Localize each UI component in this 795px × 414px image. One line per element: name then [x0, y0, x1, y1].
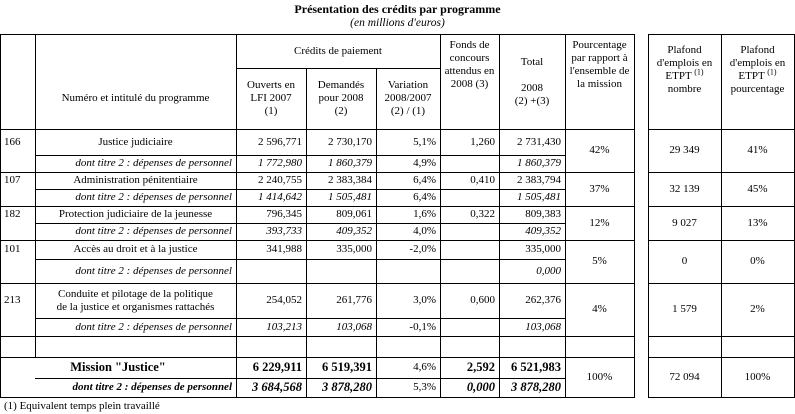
program-name: Protection judiciaire de la jeunesse: [58, 208, 213, 220]
value-variation: 5,1%: [413, 135, 436, 148]
value-demandes: 335,000: [336, 243, 372, 255]
value-plafond-nombre: 9 027: [672, 216, 697, 229]
sub-variation: -0,1%: [409, 320, 436, 333]
header-fonds: Fonds de concours attendus en 2008 (3): [444, 39, 495, 90]
mission-ouverts: 6 229,911: [252, 360, 302, 374]
sub-demandes: 1 860,379: [328, 157, 372, 169]
value-variation: 1,6%: [413, 208, 436, 220]
sub-demandes: 103,068: [336, 320, 372, 333]
spacer-row: [0, 336, 236, 357]
value-pourcentage: 12%: [589, 216, 610, 229]
value-fonds: 0,322: [470, 208, 495, 220]
value-fonds: 1,260: [470, 135, 495, 148]
value-plafond-nombre: 0: [681, 255, 688, 267]
sub-variation: 6,4%: [413, 191, 436, 203]
sub-ouverts: 393,733: [266, 225, 302, 237]
value-ouverts: 341,988: [266, 243, 302, 255]
value-plafond-nombre: 32 139: [669, 182, 700, 195]
mission-sub-label: dont titre 2 : dépenses de personnel: [72, 381, 232, 393]
sub-fonds: [440, 259, 499, 283]
sub-variation: [376, 259, 440, 283]
value-plafond-nombre: 29 349: [669, 144, 700, 156]
mission-sub-fonds: 0,000: [466, 380, 495, 394]
value-fonds: 0,410: [470, 174, 495, 186]
program-number: 213: [4, 294, 21, 306]
table-title: Présentation des crédits par programme: [294, 2, 501, 16]
sub-label: dont titre 2 : dépenses de personnel: [75, 264, 232, 277]
mission-label: Mission "Justice": [70, 360, 166, 374]
value-plafond-pct: 45%: [747, 182, 768, 195]
value-plafond-nombre: 1 579: [672, 303, 697, 315]
sub-fonds: [440, 223, 499, 240]
program-name: Justice judiciaire: [98, 135, 173, 148]
value-total: 2 383,794: [517, 174, 561, 186]
sub-ouverts: 103,213: [266, 320, 302, 333]
value-ouverts: 254,052: [266, 294, 302, 306]
table-subtitle: (en millions d'euros): [350, 17, 445, 29]
value-demandes: 809,061: [336, 208, 372, 220]
value-plafond-pct: 13%: [747, 216, 768, 229]
header-plafond-nombre: Plafond d'emplois en ETPT $^{(1)}$ nombre: [656, 44, 713, 95]
header-credits: Crédits de paiement: [294, 44, 382, 57]
value-variation: 6,4%: [413, 174, 436, 186]
header-ouverts: Ouverts en LFI 2007 (1): [247, 79, 295, 117]
sub-total: 0,000: [536, 264, 561, 277]
sub-fonds: [440, 155, 499, 172]
sub-label: dont titre 2 : dépenses de personnel: [75, 191, 232, 203]
mission-sub-variation: 5,3%: [413, 381, 436, 393]
mission-demandes: 6 519,391: [322, 360, 372, 374]
header-demandes: Demandés pour 2008 (2): [317, 79, 365, 117]
header-plafond-pct: Plafond d'emplois en ETPT $^{(1)}$ pourcentage: [729, 44, 786, 95]
sub-ouverts: 1 772,980: [258, 157, 302, 169]
value-ouverts: 2 596,771: [258, 135, 302, 148]
value-plafond-pct: 41%: [747, 144, 768, 156]
program-number: 101: [4, 243, 21, 255]
sub-fonds: [440, 189, 499, 206]
sub-total: 409,352: [525, 225, 561, 237]
program-name: Accès au droit et à la justice: [73, 243, 198, 255]
grid-line: [634, 34, 635, 398]
footnote: (1) Equivalent temps plein travaillé: [4, 399, 160, 412]
mission-plafond-pct: 100%: [744, 370, 771, 383]
value-variation: -2,0%: [409, 243, 436, 255]
program-name: Administration pénitentiaire: [73, 174, 198, 186]
header-program: Numéro et intitulé du programme: [61, 92, 210, 104]
sub-demandes: 1 505,481: [328, 191, 372, 203]
mission-total: 6 521,983: [511, 360, 561, 374]
sub-total: 1 860,379: [517, 157, 561, 169]
value-ouverts: 796,345: [266, 208, 302, 220]
mission-pourcentage: 100%: [586, 370, 613, 383]
mission-sub-demandes: 3 878,280: [322, 380, 372, 394]
header-variation: Variation 2008/2007 (2) / (1): [384, 79, 432, 117]
value-total: 262,376: [525, 294, 561, 306]
sub-total: 103,068: [525, 320, 561, 333]
value-demandes: 2 730,170: [328, 135, 372, 148]
header-pourcentage: Pourcentage par rapport à l'ensemble de la mission: [569, 39, 630, 90]
value-plafond-pct: 2%: [750, 303, 765, 315]
sub-fonds: [440, 318, 499, 336]
value-total: 335,000: [525, 243, 561, 255]
sub-variation: 4,0%: [413, 225, 436, 237]
value-pourcentage: 42%: [589, 144, 610, 156]
value-demandes: 261,776: [336, 294, 372, 306]
mission-fonds: 2,592: [466, 360, 495, 374]
program-number: 166: [4, 135, 21, 148]
sub-demandes: 409,352: [336, 225, 372, 237]
program-name: Conduite et pilotage de la politique de la justice et organismes rattachés: [56, 287, 215, 313]
sub-ouverts: [236, 259, 306, 283]
value-ouverts: 2 240,755: [258, 174, 302, 186]
value-variation: 3,0%: [413, 294, 436, 306]
sub-label: dont titre 2 : dépenses de personnel: [75, 225, 232, 237]
value-pourcentage: 5%: [592, 255, 607, 267]
mission-plafond-nombre: 72 094: [669, 370, 700, 383]
program-number: 107: [4, 174, 21, 186]
sub-label: dont titre 2 : dépenses de personnel: [75, 157, 232, 169]
header-total: Total 2008 (2) +(3): [514, 55, 550, 107]
sub-total: 1 505,481: [517, 191, 561, 203]
mission-sub-total: 3 878,280: [511, 380, 561, 394]
value-total: 809,383: [525, 208, 561, 220]
value-demandes: 2 383,384: [328, 174, 372, 186]
value-total: 2 731,430: [517, 135, 561, 148]
program-number: 182: [4, 208, 21, 220]
mission-sub-ouverts: 3 684,568: [252, 380, 302, 394]
sub-variation: 4,9%: [413, 157, 436, 169]
mission-variation: 4,6%: [413, 361, 436, 373]
sub-demandes: [306, 259, 376, 283]
value-plafond-pct: 0%: [750, 255, 765, 267]
value-fonds: 0,600: [470, 294, 495, 306]
value-pourcentage: 37%: [589, 182, 610, 195]
value-fonds: [440, 240, 499, 259]
value-pourcentage: 4%: [592, 303, 607, 315]
sub-ouverts: 1 414,642: [258, 191, 302, 203]
sub-label: dont titre 2 : dépenses de personnel: [75, 320, 232, 333]
